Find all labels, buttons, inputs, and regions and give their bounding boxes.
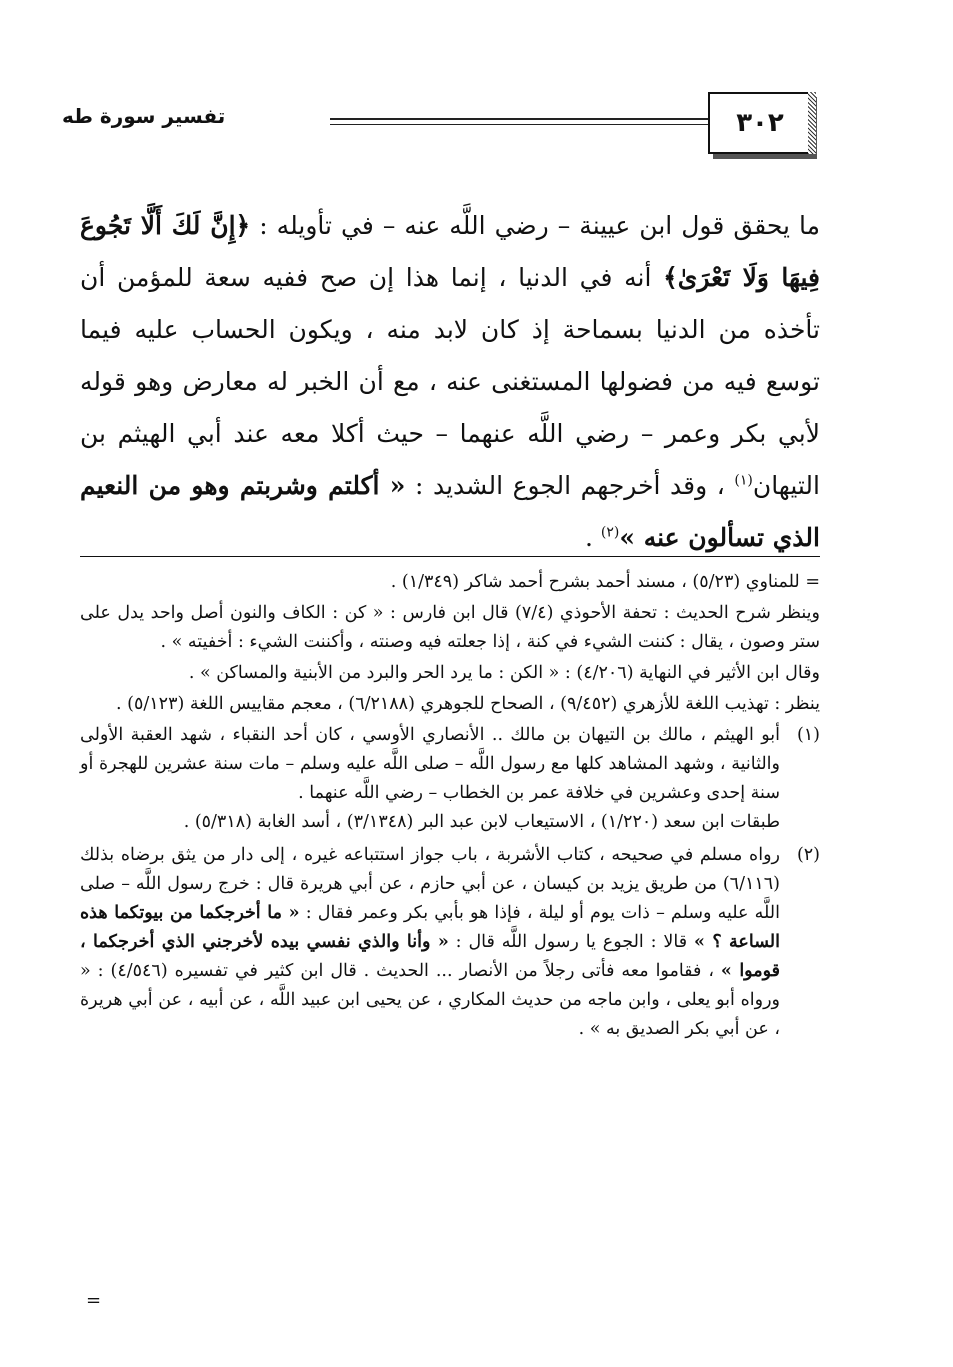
quran-verse: ﴿إِنَّ لَكَ أَلَّا تَجُوعَ فِيهَا وَلَا تَعْرَىٰ﴾ — [80, 211, 821, 292]
hadith-quote: « أكلتم وشربتم وهو من النعيم الذي تسألون عنه » — [80, 471, 820, 552]
footnote-1-text: أبو الهيثم ، مالك بن التيهان بن مالك .. الأنصاري الأوسي ، كان أحد النقباء ، شهد العقبة الأولى والثانية ، وشهد المشاهد كلها مع رسول اللَّه – صلى اللَّه عليه وسلم – مات سنة عشرين للهجرة أو سنة إحدى وعشرين في خلافة عمر بن الخطاب – رضي اللَّه عنهما . — [80, 725, 780, 803]
footnote-2-body — [80, 841, 780, 1044]
footnote-2-part2: قالا : الجوع يا رسول اللَّه قال : — [448, 932, 694, 952]
main-text-part2: أنه في الدنيا ، إنما هذا إن صح ففيه سعة للمؤمن أن تأخذه من الدنيا بسماحة إذ كان لابد منه ، ويكون الحساب عليه فيما توسع فيه من فضولها المستغنى عنه ، مع أن الخبر له معارض وهو قوله لأبي بكر وعمر – رضي اللَّه عنهما – حيث أكلا معه عند أبي الهيثم بن التيهان — [80, 263, 820, 500]
footnote-separator — [80, 556, 820, 557]
footnote-2-quote2: « وأنا والذي نفسي بيده لأخرجني الذي أخرجكما ، قوموا » — [80, 932, 781, 981]
header-rule — [330, 118, 708, 125]
footnote-continued-line: وينظر شرح الحديث : تحفة الأحوذي (٧/٤) قال ابن فارس : « كن : الكاف والنون أصل واحد يدل على ستر وصون ، يقال : كننت الشيء في كنة ، إذا جعلته فيه وصنته ، وأكننت الشيء : أخفيته » . — [80, 603, 821, 652]
footnote-2 — [80, 841, 820, 1044]
footnotes — [80, 568, 820, 1048]
footnote-2-part3: ، فقاموا معه فأتى رجلاً من الأنصار ... الحديث . قال ابن كثير في تفسيره (٤/٥٤٦) : « ورواه أبو يعلى ، وابن ماجه من حديث المكاري ، عن يحيى ابن عبيد اللَّه ، عن أبيه ، عن أبي هريرة ، عن أبي بكر الصديق به » . — [80, 961, 780, 1039]
footnote-ref-1: (١) — [734, 472, 753, 489]
footnote-1-body — [80, 721, 780, 837]
footnote-1-number: (١) — [796, 725, 820, 745]
page-number-shadow — [808, 92, 816, 154]
running-title: تفسير سورة طه — [62, 104, 226, 128]
footnote-continued-line: = للمناوي (٥/٢٣) ، مسند أحمد بشرح أحمد شاكر (١/٣٤٩) . — [390, 572, 820, 592]
footnote-2-text — [80, 841, 780, 1044]
footnote-2-part1: رواه مسلم في صحيحه ، كتاب الأشربة ، باب جواز استتباعه غيره ، إلى دار من يثق برضاه بذلك (٦/١١٦) من طريق يزيد بن كيسان ، عن أبي حازم ، عن أبي هريرة قال : خرج رسول اللَّه – صلى اللَّه عليه وسلم – ذات يوم أو ليلة ، فإذا هو بأبي بكر وعمر فقال : — [80, 845, 780, 923]
footnote-1 — [80, 721, 820, 837]
footnote-ref-2: (٢) — [600, 524, 620, 541]
page-number: ٣٠٢ — [708, 92, 812, 154]
main-text-part1: ما يحقق قول ابن عيينة – رضي اللَّه عنه – في تأويله : — [250, 211, 820, 240]
footnote-2-quote1: « ما أخرجكما من بيوتكما هذه الساعة ؟ » — [80, 903, 781, 952]
main-text-part3: ، وقد أخرجهم الجوع الشديد : — [405, 471, 735, 500]
continuation-mark: = — [86, 1290, 102, 1311]
footnote-continued-line: وقال ابن الأثير في النهاية (٤/٢٠٦) : « الكن : ما يرد الحر والبرد من الأبنية والمساكن » . — [188, 663, 820, 683]
footnote-1-sources: طبقات ابن سعد (١/٢٢٠) ، الاستيعاب لابن عبد البر (٣/١٣٤٨) ، أسد الغابة (٥/٣١٨) . — [183, 812, 780, 832]
footnote-2-number: (٢) — [796, 845, 820, 865]
main-text — [80, 200, 820, 564]
main-paragraph — [80, 200, 820, 564]
footnote-continued-line: ينظر : تهذيب اللغة للأزهري (٩/٤٥٢) ، الصحاح للجوهري (٦/٢١٨٨) ، معجم مقاييس اللغة (٥/١٢٣) . — [116, 694, 820, 714]
main-text-end: . — [585, 523, 601, 552]
